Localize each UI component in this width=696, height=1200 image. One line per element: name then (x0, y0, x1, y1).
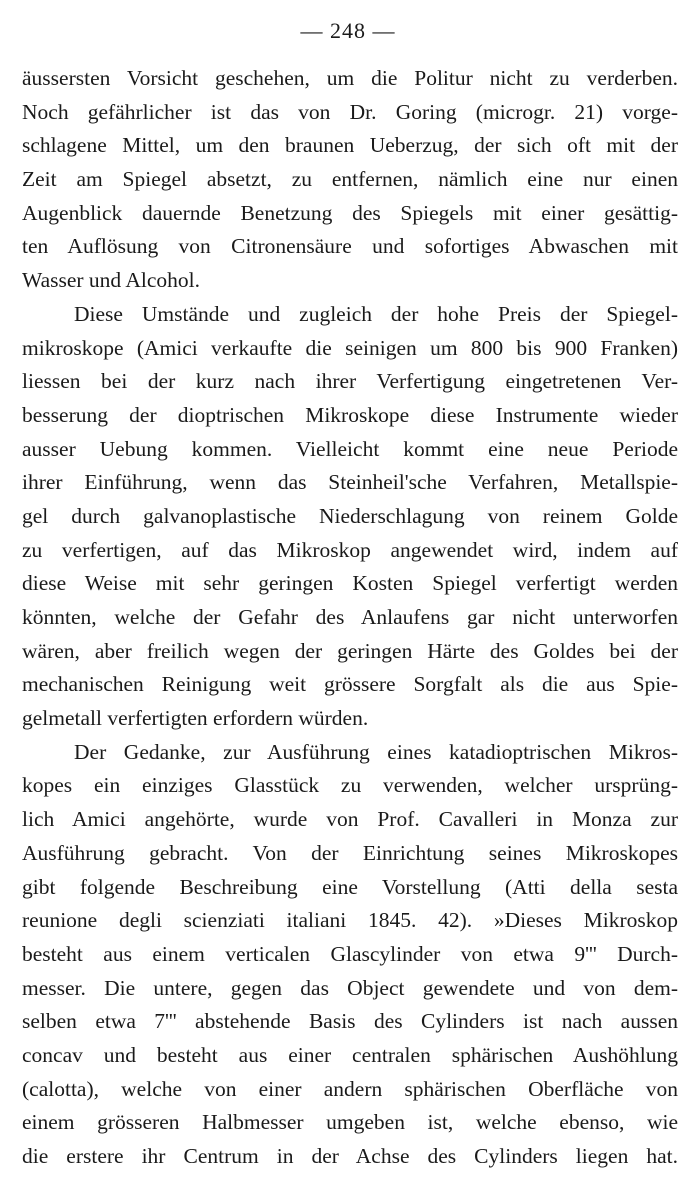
text-line: wären, aber freilich wegen der geringen Härte des Goldes bei der (22, 638, 678, 663)
text-line: ten Auflösung von Citronensäure und sofortiges Abwaschen mit (22, 234, 678, 259)
paragraph (22, 298, 678, 736)
text-line: einem grösseren Halbmesser umgeben ist, welche ebenso, wie (22, 1110, 678, 1135)
text-line: gibt folgende Beschreibung eine Vorstellung (Atti della sesta (22, 874, 678, 899)
text-line: mechanischen Reinigung weit grössere Sorgfalt als die aus Spie- (22, 672, 678, 697)
paragraph (22, 736, 678, 1174)
text-line: schlagene Mittel, um den braunen Ueberzug, der sich oft mit der (22, 133, 678, 158)
text-line: ausser Uebung kommen. Vielleicht kommt eine neue Periode (22, 436, 678, 461)
text-line: äussersten Vorsicht geschehen, um die Politur nicht zu verderben. (22, 66, 678, 90)
text-line: reunione degli scienziati italiani 1845. 42). »Dieses Mikroskop (22, 908, 678, 933)
text-line: Wasser und Alcohol. (22, 268, 201, 293)
text-line: liessen bei der kurz nach ihrer Verfertigung eingetretenen Ver- (22, 369, 678, 394)
text-line: messer. Die untere, gegen das Object gewendete und von dem- (22, 975, 678, 1000)
text-line: besteht aus einem verticalen Glascylinder von etwa 9''' Durch- (22, 941, 678, 966)
text-line: Diese Umstände und zugleich der hohe Preis der Spiegel- (74, 301, 678, 326)
text-line: gelmetall verfertigten erfordern würden. (22, 706, 369, 731)
text-line: Zeit am Spiegel absetzt, zu entfernen, nämlich eine nur einen (22, 167, 678, 192)
text-line: zu verfertigen, auf das Mikroskop angewendet wird, indem auf (22, 537, 678, 562)
text-line: Augenblick dauernde Benetzung des Spiegels mit einer gesättig- (22, 200, 678, 225)
text-line: (calotta), welche von einer andern sphärischen Oberfläche von (22, 1076, 678, 1101)
text-line: concav und besteht aus einer centralen sphärischen Aushöhlung (22, 1042, 678, 1067)
text-line: ihrer Einführung, wenn das Steinheil'sche Verfahren, Metallspie- (22, 470, 678, 495)
text-line: selben etwa 7''' abstehende Basis des Cylinders ist nach aussen (22, 1009, 678, 1034)
text-line: kopes ein einziges Glasstück zu verwenden, welcher ursprüng- (22, 773, 678, 798)
text-line: besserung der dioptrischen Mikroskope diese Instrumente wieder (22, 402, 678, 427)
text-line: gel durch galvanoplastische Niederschlagung von reinem Golde (22, 503, 678, 528)
page-number: — 248 — (300, 18, 396, 43)
text-line: mikroskope (Amici verkaufte die seinigen um 800 bis 900 Franken) (22, 335, 678, 360)
text-line: Der Gedanke, zur Ausführung eines katadioptrischen Mikros- (74, 739, 678, 764)
text-line: Ausführung gebracht. Von der Einrichtung seines Mikroskopes (22, 840, 678, 865)
text-line: diese Weise mit sehr geringen Kosten Spiegel verfertigt werden (22, 571, 678, 596)
text-line: die erstere ihr Centrum in der Achse des Cylinders liegen hat. (22, 1144, 678, 1168)
text-line: lich Amici angehörte, wurde von Prof. Cavalleri in Monza zur (22, 807, 678, 832)
body-text (22, 62, 678, 1174)
text-line: Noch gefährlicher ist das von Dr. Goring (microgr. 21) vorge- (22, 99, 678, 124)
paragraph (22, 62, 678, 298)
text-line: könnten, welche der Gefahr des Anlaufens gar nicht unterworfen (22, 605, 678, 629)
